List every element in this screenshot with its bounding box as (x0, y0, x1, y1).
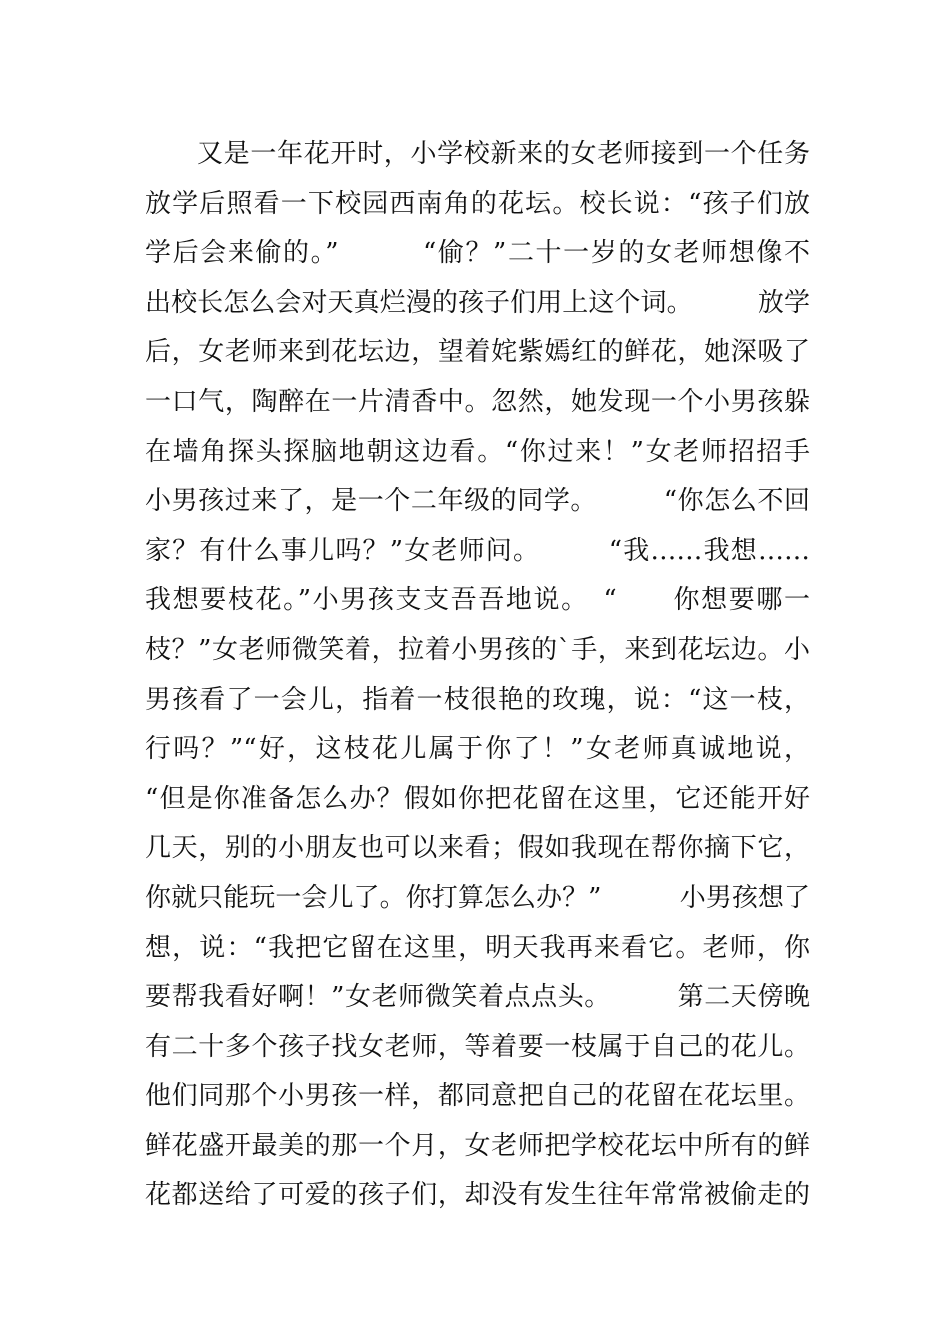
text-line: 男孩看了一会儿，指着一枝很艳的玫瑰，说：“这一枝， (145, 684, 810, 715)
text-line: 想，说：“我把它留在这里，明天我再来看它。老师，你 (145, 932, 810, 963)
text-line: 他们同那个小男孩一样，都同意把自己的花留在花坛里。 (145, 1081, 810, 1112)
text-line: 花都送给了可爱的孩子们，却没有发生往年常常被偷走的 (145, 1180, 810, 1211)
text-line: 你就只能玩一会儿了。你打算怎么办？” 小男孩想了 (145, 882, 810, 913)
text-line: 学后会来偷的。” “偷？”二十一岁的女老师想像不 (145, 238, 810, 269)
story-text (145, 130, 810, 1221)
text-line: 出校长怎么会对天真烂漫的孩子们用上这个词。 放学 (145, 287, 810, 318)
text-line: 放学后照看一下校园西南角的花坛。校长说：“孩子们放 (145, 188, 810, 219)
text-line: 几天，别的小朋友也可以来看；假如我现在帮你摘下它， (145, 833, 810, 864)
text-line: 鲜花盛开最美的那一个月，女老师把学校花坛中所有的鲜 (145, 1130, 810, 1161)
text-line: 枝？”女老师微笑着，拉着小男孩的`手，来到花坛边。小 (145, 634, 810, 665)
text-line: 一口气，陶醉在一片清香中。忽然，她发现一个小男孩躲 (145, 386, 810, 417)
text-line: 在墙角探头探脑地朝这边看。“你过来！”女老师招招手 (145, 436, 810, 467)
text-line: 后，女老师来到花坛边，望着姹紫嫣红的鲜花，她深吸了 (145, 337, 810, 368)
text-line: 我想要枝花。”小男孩支支吾吾地说。 “ 你想要哪一 (145, 585, 810, 616)
text-line: 又是一年花开时，小学校新来的女老师接到一个任务 (197, 139, 810, 169)
text-line: 家？有什么事儿吗？”女老师问。 “我……我想…… (145, 535, 810, 566)
text-line: 有二十多个孩子找女老师，等着要一枝属于自己的花儿。 (145, 1031, 810, 1062)
text-line: “但是你准备怎么办？假如你把花留在这里，它还能开好 (145, 783, 810, 814)
text-line: 小男孩过来了，是一个二年级的同学。 “你怎么不回 (145, 486, 810, 517)
text-line: 要帮我看好啊！”女老师微笑着点点头。 第二天傍晚 (145, 982, 810, 1013)
text-line: 行吗？”“好，这枝花儿属于你了！”女老师真诚地说， (145, 734, 810, 765)
